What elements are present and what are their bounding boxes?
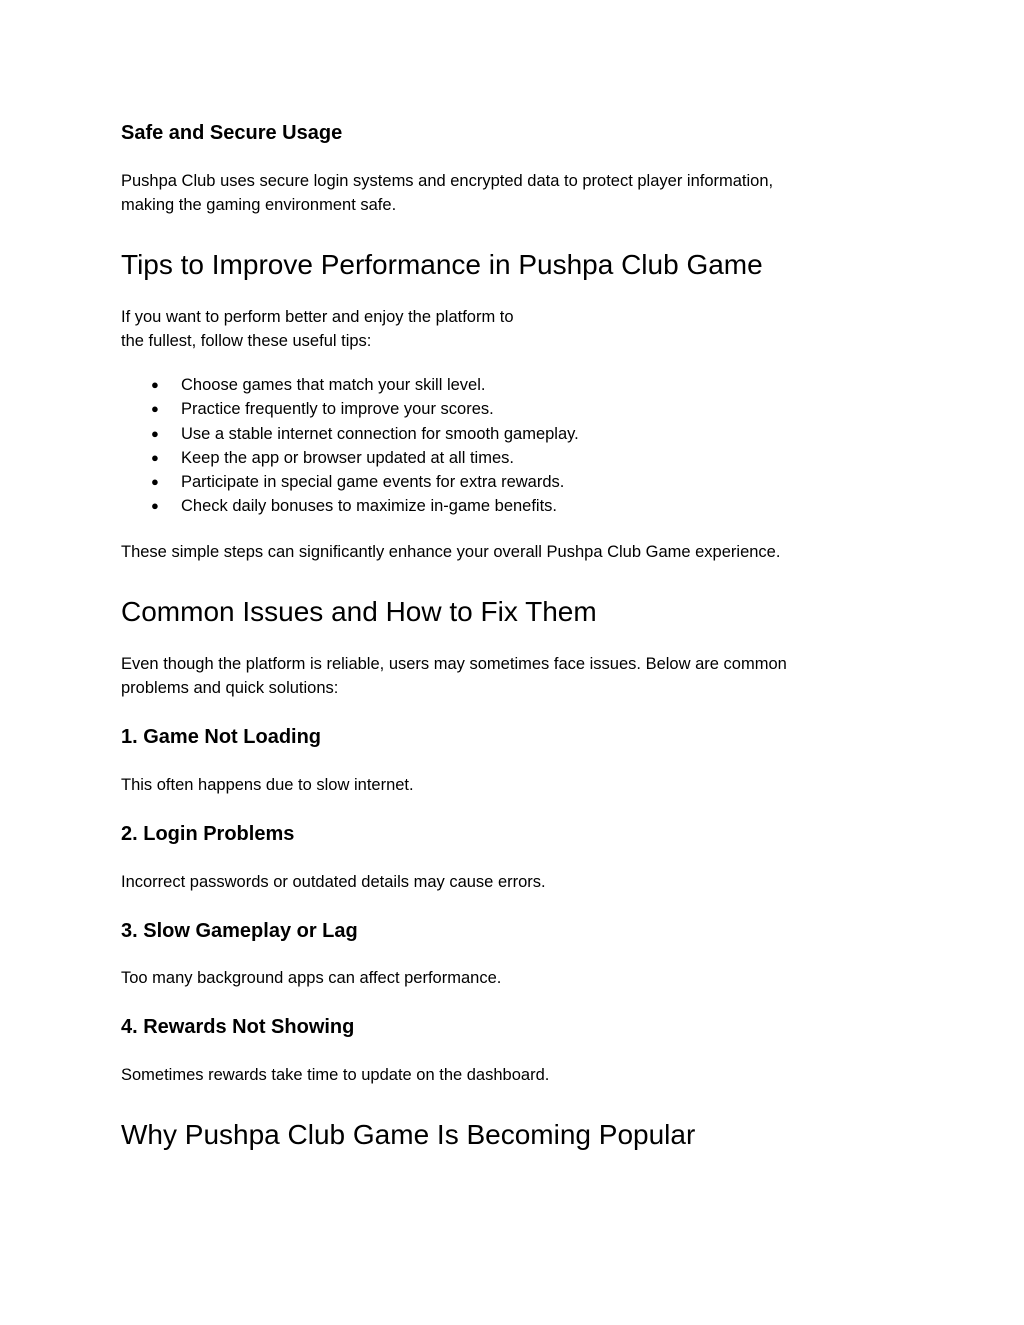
issue-text: This often happens due to slow internet. — [121, 776, 414, 794]
heading-safe-secure: Safe and Secure Usage — [121, 122, 343, 144]
heading-why-popular: Why Pushpa Club Game Is Becoming Popular — [121, 1119, 696, 1150]
issue-text: Sometimes rewards take time to update on the dashboard. — [121, 1066, 550, 1084]
heading-common-issues: Common Issues and How to Fix Them — [121, 596, 597, 627]
issue-heading: 3. Slow Gameplay or Lag — [121, 920, 358, 942]
paragraph: problems and quick solutions: — [121, 679, 339, 697]
paragraph: the fullest, follow these useful tips: — [121, 332, 372, 350]
list-item: ● Use a stable internet connection for smooth gameplay. — [121, 422, 579, 446]
list-item: ● Check daily bonuses to maximize in-game benefits. — [121, 494, 579, 518]
paragraph: Even though the platform is reliable, users may sometimes face issues. Below are common — [121, 655, 787, 673]
issue-heading: 4. Rewards Not Showing — [121, 1016, 355, 1038]
list-item: ● Participate in special game events for extra rewards. — [121, 470, 579, 494]
list-item: ● Choose games that match your skill level. — [121, 373, 579, 397]
list-item: ● Practice frequently to improve your scores. — [121, 397, 579, 421]
issue-heading: 2. Login Problems — [121, 823, 295, 845]
tips-list — [121, 373, 579, 519]
paragraph: making the gaming environment safe. — [121, 196, 397, 214]
paragraph: If you want to perform better and enjoy the platform to — [121, 308, 514, 326]
heading-tips: Tips to Improve Performance in Pushpa Club Game — [121, 249, 763, 280]
issue-text: Too many background apps can affect performance. — [121, 969, 502, 987]
paragraph: These simple steps can significantly enhance your overall Pushpa Club Game experience. — [121, 543, 781, 561]
list-item: ● Keep the app or browser updated at all times. — [121, 446, 579, 470]
issue-text: Incorrect passwords or outdated details may cause errors. — [121, 873, 546, 891]
paragraph: Pushpa Club uses secure login systems and encrypted data to protect player information, — [121, 172, 774, 190]
issue-heading: 1. Game Not Loading — [121, 726, 322, 748]
